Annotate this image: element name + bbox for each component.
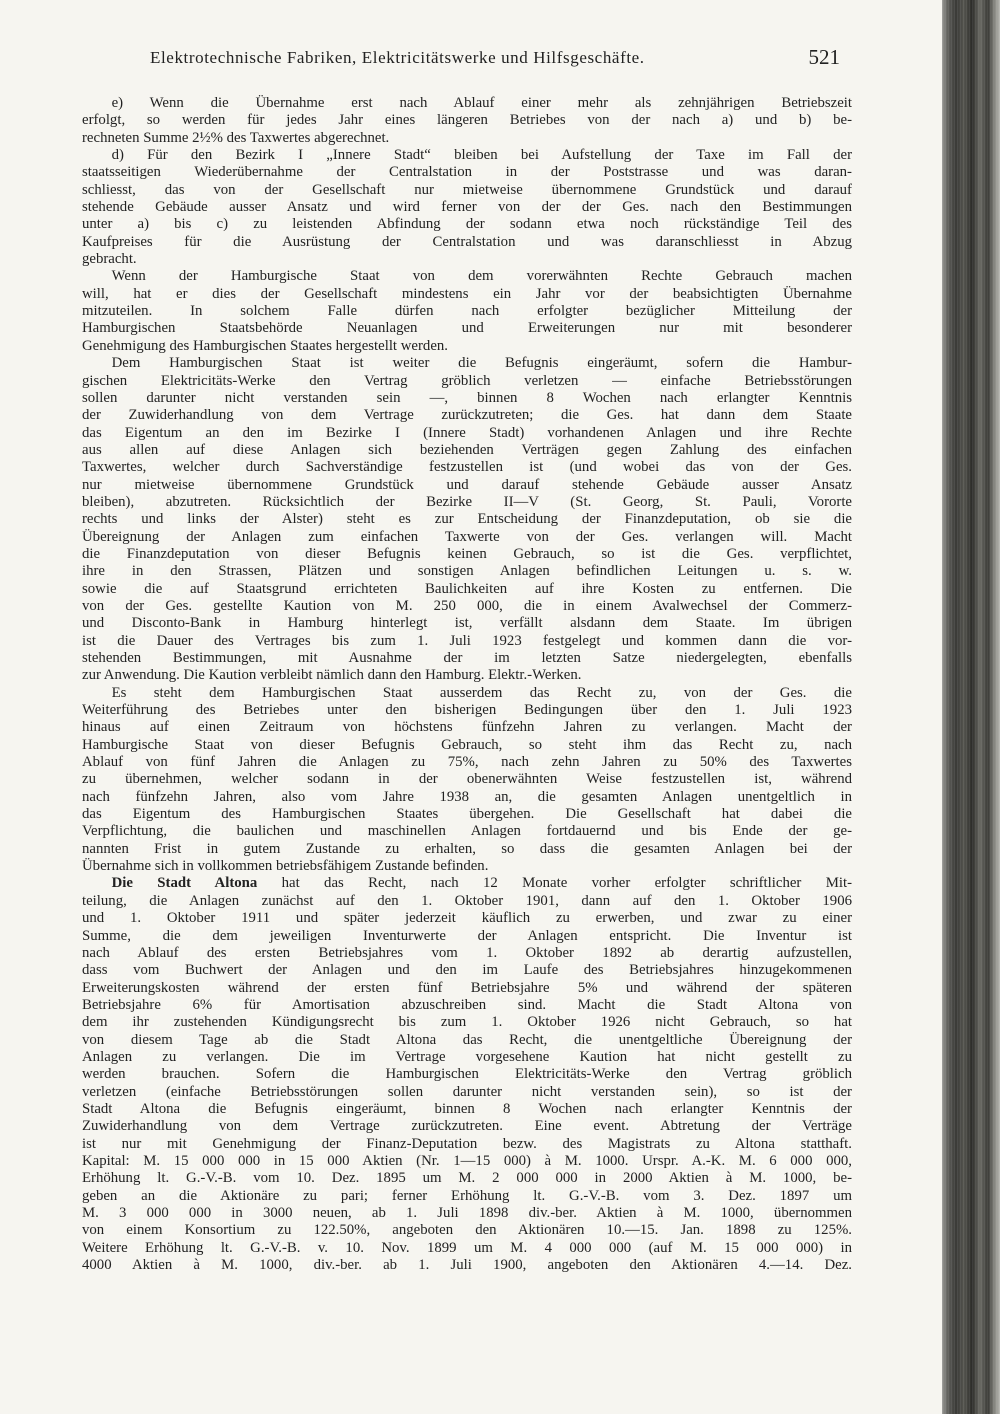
text-line: Erhöhung lt. G.-V.-B. vom 10. Dez. 1895 um M. 2 000 000 in 2000 Aktien à M. 1000, be- [82, 1170, 852, 1187]
text-line: Betriebsjahre 6% für Amortisation abzuschreiben sind. Macht die Stadt Altona von [82, 996, 852, 1013]
binding-texture [942, 0, 1000, 1414]
text-line: Kaufpreises für die Ausrüstung der Centralstation und was daranschliesst in Abzug [82, 233, 852, 250]
text-line: Dem Hamburgischen Staat ist weiter die Befugnis eingeräumt, sofern die Hambur- [82, 355, 852, 372]
text-line: gischen Elektricitäts-Werke den Vertrag gröblich verletzen — einfache Betriebsstörungen [82, 372, 852, 389]
text-line: teilung, die Anlagen zunächst auf den 1. Oktober 1901, dann auf den 1. Oktober 1906 [82, 892, 852, 909]
text-line: das Eigentum des Hamburgischen Staates übergehen. Die Gesellschaft hat dabei die [82, 806, 852, 823]
line-rest: hat das Recht, nach 12 Monate vorher erfolgter schriftlicher Mit- [257, 875, 852, 892]
bold-lead: Die Stadt Altona [111, 875, 258, 892]
text-line: Kapital: M. 15 000 000 in 15 000 Aktien (Nr. 1—15 000) à M. 1000. Urspr. A.-K. M. 6 000 000, [82, 1152, 852, 1169]
text-line: stehende Gebäude ausser Ansatz und wird ferner von der der Ges. nach den Bestimmungen [82, 199, 852, 216]
text-line: Verpflichtung, die baulichen und maschinellen Anlagen fortdauernd und bis Ende der ge- [82, 823, 852, 840]
text-line: Genehmigung des Hamburgischen Staates hergestellt werden. [82, 337, 448, 354]
text-line: von einem Konsortium zu 122.50%, angeboten den Aktionären 10.—15. Jan. 1898 zu 125%. [82, 1222, 852, 1239]
text-line: Es steht dem Hamburgischen Staat ausserdem das Recht zu, von der Ges. die [82, 684, 852, 701]
header-title: Elektrotechnische Fabriken, Elektricitätswerke und Hilfsgeschäfte. [150, 48, 645, 67]
text-line: von diesem Tage ab die Stadt Altona das Recht, die unentgeltliche Übereignung der [82, 1031, 852, 1048]
text-line: 4000 Aktien à M. 1000, div.-ber. ab 1. Juli 1900, angeboten den Aktionären 4.—14. Dez. [82, 1257, 852, 1274]
text-line: verletzen (einfache Betriebsstörungen sollen darunter nicht verstanden sein), so ist der [82, 1083, 852, 1100]
text-line: nannten Frist in gutem Zustande zu erhalten, so dass die gesamten Anlagen bei der [82, 840, 852, 857]
text-line: Ablauf von fünf Jahren die Anlagen zu 75%, nach zehn Jahren zu 50% des Taxwertes [82, 754, 852, 771]
text-line: Summe, die dem jeweiligen Inventurwerte der Anlagen entspricht. Die Inventur ist [82, 927, 852, 944]
text-line: nur mietweise übernommene Grundstück und darauf stehende Gebäude ausser Ansatz [82, 476, 852, 493]
text-line: von der Ges. gestellte Kaution von M. 250 000, die in einem Avalwechsel der Commerz- [82, 597, 852, 614]
text-line: M. 3 000 000 in 3000 neuen, ab 1. Juli 1898 div.-ber. Aktien à M. 1000, übernommen [82, 1205, 852, 1221]
text-line: sollen darunter nicht verstanden sein —, binnen 8 Wochen nach erlangter Kenntnis [82, 389, 852, 406]
text-line: geben an die Aktionäre zu pari; ferner Erhöhung lt. G.-V.-B. vom 3. Dez. 1897 um [82, 1187, 852, 1204]
text-line: bleiben), abzutreten. Rücksichtlich der Bezirke II—V (St. Georg, St. Pauli, Vororte [82, 493, 852, 510]
text-line: werden brauchen. Sofern die Hamburgischen Elektricitäts-Werke den Vertrag gröblich [82, 1066, 852, 1083]
text-line: Zuwiderhandlung von dem Vertrage zurückzutreten. Eine event. Abtretung der Verträge [82, 1118, 852, 1135]
text-line: schliesst, das von der Gesellschaft nur mietweise übernommene Grundstück und darauf [82, 181, 852, 198]
text-line: Übernahme sich in vollkommen betriebsfähigem Zustande befinden. [82, 858, 489, 875]
text-line: dem ihr zustehenden Kündigungsrecht bis zum 1. Oktober 1926 nicht Gebrauch, so hat [82, 1014, 852, 1031]
text-line: aus allen auf diese Anlagen sich beziehenden Verträgen gegen Zahlung des einfachen [82, 441, 852, 458]
text-line: Erweiterungskosten während der ersten fünf Betriebsjahre 5% und während der späteren [82, 979, 852, 996]
text-line: rechneten Summe 2½% des Taxwertes abgerechnet. [82, 129, 390, 146]
text-line: unter a) bis c) zu leistenden Abfindung der sodann etwa noch rückständige Teil des [82, 216, 852, 233]
text-line: dass vom Buchwert der Anlagen und den im Laufe des Betriebsjahres hinzugekommenen [82, 962, 852, 979]
text-line: erfolgt, so werden für jedes Jahr eines längeren Betriebes von der nach a) und b) be- [82, 112, 852, 129]
text-line: zur Anwendung. Die Kaution verbleibt nämlich dann den Hamburg. Elektr.-Werken. [82, 667, 582, 684]
text-line: stehenden Bestimmungen, mit Ausnahme der im letzten Satze niedergelegten, ebenfalls [82, 650, 852, 666]
text-line: Taxwertes, welcher durch Sachverständige festzustellen ist (und wobei das von der Ges. [82, 459, 852, 476]
body-text [82, 95, 852, 1274]
text-line: Weitere Erhöhung lt. G.-V.-B. v. 10. Nov. 1899 um M. 4 000 000 (auf M. 15 000 000) in [82, 1239, 852, 1256]
text-line [82, 875, 852, 892]
text-line: und 1. Oktober 1911 und später jederzeit käuflich zu erwerben, und zwar zu einer [82, 910, 852, 927]
text-line: gebracht. [82, 251, 137, 268]
text-line: ist die Dauer des Vertrages bis zum 1. Juli 1923 festgelegt und kommen dann die vor- [82, 632, 852, 649]
text-line: Hamburgische Staat von dieser Befugnis Gebrauch, so steht ihm das Recht zu, nach [82, 736, 852, 753]
text-line: Wenn der Hamburgische Staat von dem vorerwähnten Rechte Gebrauch machen [82, 268, 852, 285]
text-line: der Zuwiderhandlung von dem Vertrage zurückzutreten; die Ges. hat dann dem Staate [82, 407, 852, 424]
text-line: ist nur mit Genehmigung der Finanz-Deputation bezw. des Magistrats zu Altona statthaft. [82, 1135, 852, 1152]
text-line: Hamburgischen Staatsbehörde Neuanlagen und Erweiterungen nur mit besonderer [82, 320, 852, 337]
text-line: sowie die auf Staatsgrund errichteten Baulichkeiten auf ihre Kosten zu entfernen. Die [82, 580, 852, 597]
page-number: 521 [808, 45, 840, 69]
text-line: d) Für den Bezirk I „Innere Stadt“ bleiben bei Aufstellung der Taxe im Fall der [82, 147, 852, 164]
text-line: mitzuteilen. In solchem Falle dürfen nach erfolgter bezüglicher Mitteilung der [82, 303, 852, 320]
text-line: rechts und links der Alster) steht es zur Entscheidung der Finanzdeputation, ob sie die [82, 511, 852, 528]
text-line: nach Ablauf des ersten Betriebsjahres vom 1. Oktober 1892 ab derartig aufzustellen, [82, 944, 852, 961]
text-line: das Eigentum an den im Bezirke I (Innere Stadt) vorhandenen Anlagen und ihre Rechte [82, 424, 852, 441]
text-line: Weiterführung des Betriebes unter den bisherigen Bedingungen über den 1. Juli 1923 [82, 702, 852, 719]
text-line: Stadt Altona die Befugnis eingeräumt, binnen 8 Wochen nach erlangter Kenntnis der [82, 1100, 852, 1117]
text-line: staatsseitigen Wiederübernahme der Centralstation in der Poststrasse und was daran- [82, 164, 852, 181]
text-line: zu übernehmen, welcher sodann in der obenerwähnten Weise festzustellen ist, während [82, 771, 852, 788]
line-prefix [82, 875, 112, 891]
running-header [150, 45, 840, 78]
text-line: und Disconto-Bank in Hamburg hinterlegt ist, verfällt alsdann dem Staate. Im übrigen [82, 615, 852, 632]
text-line: die Finanzdeputation von dieser Befugnis keinen Gebrauch, so ist die Ges. verpflichtet, [82, 545, 852, 562]
text-line: nach fünfzehn Jahren, also vom Jahre 1938 an, die gesamten Anlagen unentgeltlich in [82, 788, 852, 805]
text-line: Anlagen zu verlangen. Die im Vertrage vorgesehene Kaution hat nicht gestellt zu [82, 1048, 852, 1065]
text-line: e) Wenn die Übernahme erst nach Ablauf einer mehr als zehnjährigen Betriebszeit [82, 95, 852, 111]
text-line: ihre in den Strassen, Plätzen und sonstigen Anlagen befindlichen Leitungen u. s. w. [82, 563, 852, 580]
text-line: hinaus auf einen Zeitraum von höchstens fünfzehn Jahren zu verlangen. Macht der [82, 719, 852, 736]
text-line: will, hat er dies der Gesellschaft mindestens ein Jahr vor der beabsichtigten Übernahme [82, 285, 852, 302]
text-line: Übereignung der Anlagen zum einfachen Taxwerte von der Ges. verlangen will. Macht [82, 528, 852, 545]
